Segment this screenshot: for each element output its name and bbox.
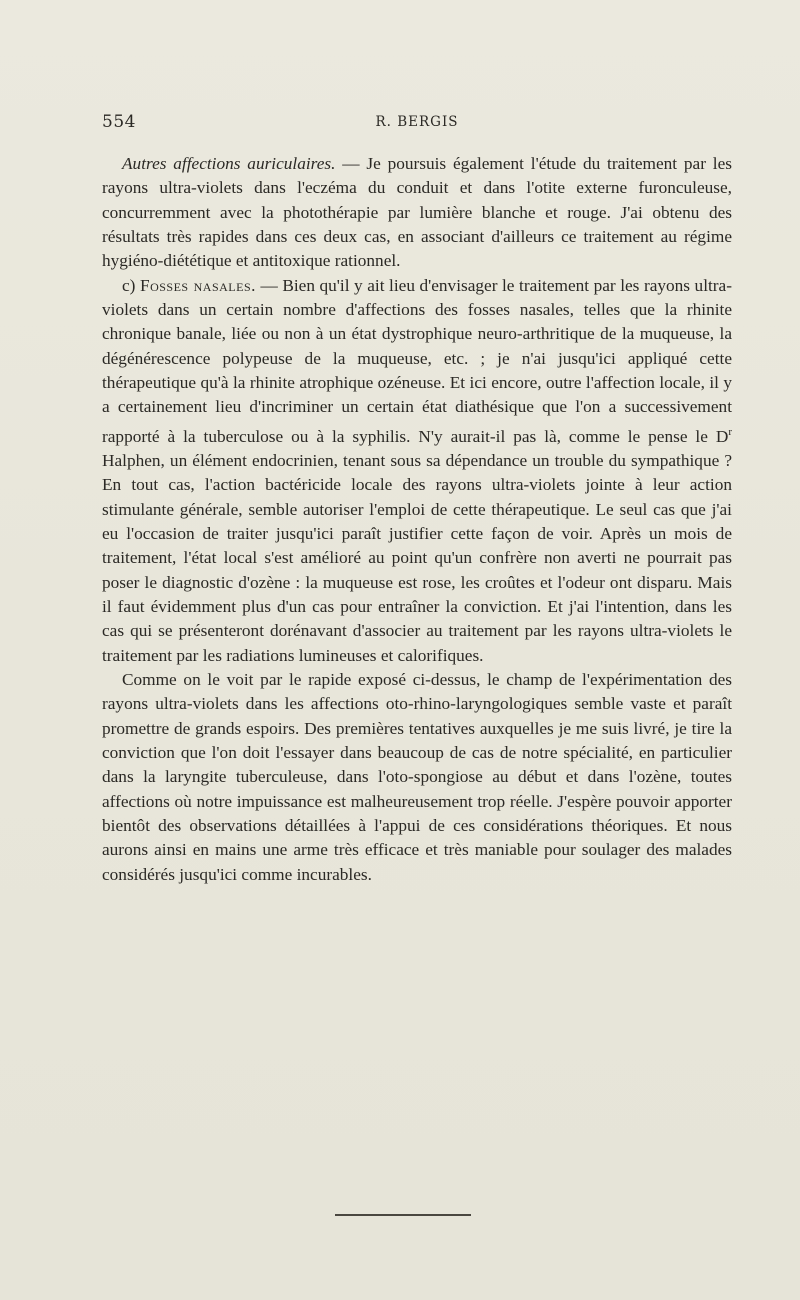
paragraph-conclusion: [102, 668, 732, 887]
paragraph-text: — Je poursuis également l'étude du traitement par les rayons ultra-violets dans l'eczéma du conduit et dans l'otite externe furonculeuse, concurremment avec la photothérapie par lumière blanche et rouge. J'ai obtenu des résultats très rapides dans ces deux cas, en associant d'ailleurs ce traitement au régime hygiéno-diététique et antitoxique rationnel.: [102, 154, 732, 271]
body-text: [102, 152, 732, 887]
end-rule: [335, 1214, 471, 1216]
section-label: c): [122, 275, 140, 295]
paragraph-text: Halphen, un élément endocrinien, tenant sous sa dépendance un trouble du sympathique ? En tout cas, l'action bactéricide locale des rayons ultra-violets jointe à leur action stimulante générale, semble autoriser l'emploi de cette thérapeutique. Le seul cas que j'ai eu l'occasion de traiter jusqu'ici paraît justifier cette façon de voir. Après un mois de traitement, l'état local s'est amélioré au point qu'un confrère non averti ne pourrait pas poser le diagnostic d'ozène : la muqueuse est rose, les croûtes et l'odeur ont disparu. Mais il faut évidemment plus d'un cas pour entraîner la conviction. Et j'ai l'intention, dans les cas qui se présenteront dorénavant d'associer au traitement par les rayons ultra-violets le traitement par les radiations lumineuses et calorifiques.: [102, 450, 732, 665]
paragraph-text: Comme on le voit par le rapide exposé ci-dessus, le champ de l'expérimentation des rayons ultra-violets dans les affections oto-rhino-laryngologiques semble vaste et paraît promettre de grands espoirs. Des premières tentatives auxquelles je me suis livré, je tire la conviction que l'on doit l'essayer dans beaucoup de cas de notre spécialité, en particulier dans la laryngite tuberculeuse, dans l'oto-spongiose au début et dans l'ozène, toutes affections où notre impuissance est malheureusement trop réelle. J'espère pouvoir apporter bientôt des observations détaillées à l'appui de ces considérations théoriques. Et nous aurons ainsi en mains une arme très efficace et très maniable pour soulager des malades considérés jusqu'ici comme incurables.: [102, 669, 732, 884]
running-head: R. BERGIS: [375, 114, 459, 130]
paragraph-affections-auriculaires: [102, 152, 732, 274]
paragraph-lead-italic: Autres affections auriculaires.: [122, 154, 336, 173]
paragraph-text: — Bien qu'il y ait lieu d'envisager le traitement par les rayons ultra-violets dans un certain nombre d'affections des fosses nasales, telles que la rhinite chronique banale, liée ou non à un état dystrophique neuro-arthritique de la muqueuse, la dégénérescence polypeuse de la muqueuse, etc. ; je n'ai jusqu'ici appliqué cette thérapeutique qu'à la rhinite atrophique ozéneuse. Et ici encore, outre l'affection locale, il y a certainement lieu d'incriminer un certain état diathésique que l'on a successivement rapporté à la tuberculose ou à la syphilis. N'y aurait-il pas là, comme le pense le D: [102, 275, 732, 446]
superscript: r: [728, 425, 732, 438]
page-header: [102, 112, 732, 138]
paragraph-fosses-nasales: [102, 274, 732, 668]
page-number: 554: [102, 112, 136, 132]
section-heading: Fosses nasales.: [139, 275, 256, 295]
